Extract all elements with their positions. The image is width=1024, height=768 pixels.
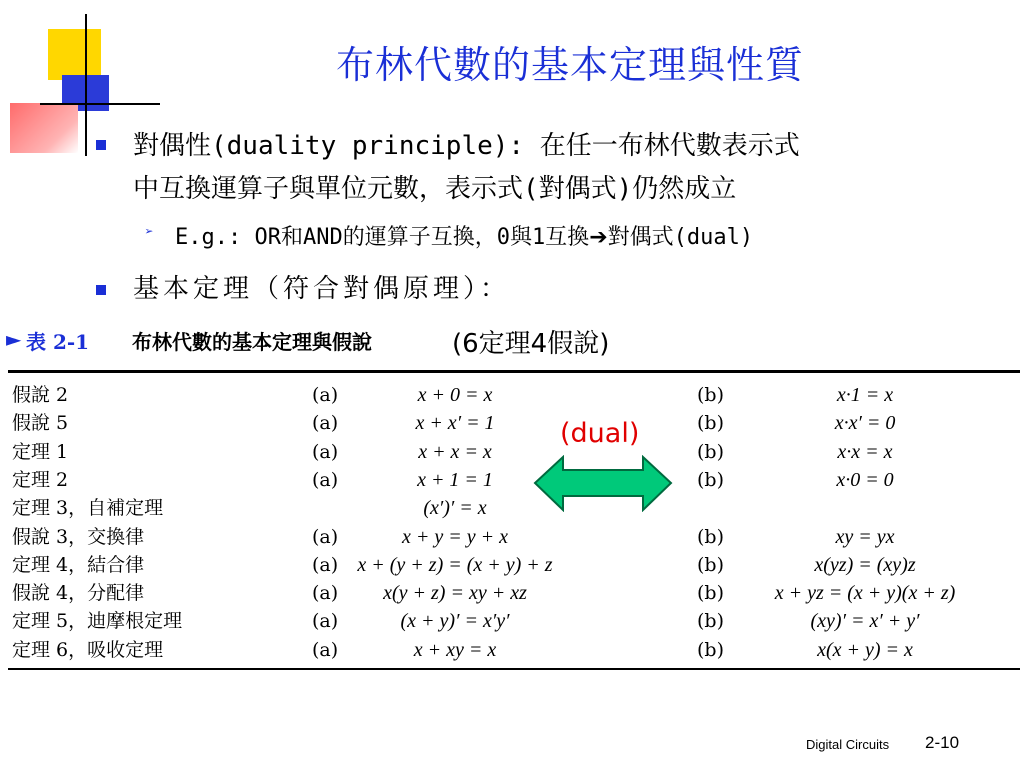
sub-bullet-tail: 對偶式(dual) <box>607 225 754 250</box>
label-a: (a) <box>312 553 339 576</box>
rule-name: 定理 5，迪摩根定理 <box>12 610 183 633</box>
caption-extra: (6定理4假說) <box>452 329 610 359</box>
table-row <box>0 524 1024 551</box>
equation-a: x + x′ = 1 <box>415 412 495 435</box>
table-row <box>0 410 1024 437</box>
table-row <box>0 580 1024 607</box>
equation-b: x + yz = (x + y)(x + z) <box>774 582 956 605</box>
label-a: (a) <box>312 582 339 605</box>
rule-name: 定理 1 <box>12 440 69 463</box>
table-row <box>0 382 1024 409</box>
label-b: (b) <box>697 468 724 491</box>
double-arrow-icon <box>533 455 673 512</box>
equation-b: x(yz) = (xy)z <box>814 553 916 576</box>
label-b: (b) <box>697 638 724 661</box>
equation-a: x + (y + z) = (x + y) + z <box>357 553 553 576</box>
equation-a: x(y + z) = xy + xz <box>383 582 527 605</box>
bullet-1-line-2: 中互換運算子與單位元數，表示式(對偶式)仍然成立 <box>133 174 737 204</box>
bullet-square-icon <box>96 140 106 150</box>
slide-title: 布林代數的基本定理與性質 <box>335 43 804 87</box>
rule-name: 定理 4，結合律 <box>12 553 145 576</box>
caption-tag: 表 2-1 <box>26 330 90 354</box>
label-b: (b) <box>697 384 724 406</box>
footer-course: Digital Circuits <box>806 737 890 752</box>
equation-b: x·0 = 0 <box>836 468 894 491</box>
label-a: (a) <box>312 412 339 435</box>
equation-b: xy = yx <box>835 525 895 548</box>
equation-a: (x′)′ = x <box>423 497 487 520</box>
table-row <box>0 439 1024 466</box>
label-a: (a) <box>312 638 339 661</box>
rule-name: 定理 2 <box>12 468 69 491</box>
rule-name: 假說 5 <box>12 412 69 435</box>
sub-bullet-text <box>175 220 753 251</box>
table-row <box>0 495 1024 522</box>
label-a: (a) <box>312 384 339 406</box>
rule-name: 假說 4，分配律 <box>12 582 145 605</box>
caption-title: 布林代數的基本定理與假說 <box>132 330 372 354</box>
table-bottom-rule <box>8 668 1020 670</box>
sub-bullet-arrow-icon: ➢ <box>145 224 154 240</box>
label-a: (a) <box>312 525 339 548</box>
footer-page-number: 2-10 <box>925 733 960 752</box>
sub-bullet-main: E.g.: OR和AND的運算子互換，0與1互換 <box>175 225 590 250</box>
table-row <box>0 608 1024 635</box>
label-b: (b) <box>697 553 724 576</box>
table-top-rule <box>8 370 1020 373</box>
decor-vertical-line <box>85 14 87 156</box>
rule-name: 定理 3，自補定理 <box>12 497 164 520</box>
equation-a: x + y = y + x <box>402 525 508 548</box>
label-b: (b) <box>697 525 724 548</box>
decor-yellow-square <box>48 29 101 80</box>
rule-name: 假說 3，交換律 <box>12 525 145 548</box>
label-b: (b) <box>697 412 724 435</box>
equation-b: x·1 = x <box>836 384 894 406</box>
bullet-2-line-1: 基本定理（符合對偶原理）： <box>133 274 511 304</box>
table-row <box>0 637 1024 664</box>
equation-b: x·x = x <box>837 440 893 463</box>
equation-a: x + xy = x <box>413 638 497 661</box>
label-a: (a) <box>312 610 339 633</box>
label-b: (b) <box>697 582 724 605</box>
decor-horizontal-line <box>40 103 160 105</box>
equation-a: (x + y)′ = x′y′ <box>400 610 510 633</box>
label-a: (a) <box>312 468 339 491</box>
decor-red-square <box>10 103 78 153</box>
label-b: (b) <box>697 610 724 633</box>
rule-name: 假說 2 <box>12 384 69 406</box>
right-arrow-icon: ➔ <box>589 225 608 250</box>
equation-b: (xy)′ = x′ + y′ <box>810 610 920 633</box>
dual-label: (dual) <box>560 418 640 449</box>
label-a: (a) <box>312 440 339 463</box>
equation-b: x(x + y) = x <box>817 638 913 661</box>
equation-a: x + 0 = x <box>417 384 493 406</box>
bullet-1-line-1: 對偶性(duality principle): 在任一布林代數表示式 <box>133 131 800 161</box>
caption-marker-icon: ► <box>6 327 22 351</box>
equation-a: x + x = x <box>418 440 492 463</box>
table-row <box>0 552 1024 579</box>
equation-a: x + 1 = 1 <box>417 468 493 491</box>
equation-b: x·x′ = 0 <box>834 412 896 435</box>
label-b: (b) <box>697 440 724 463</box>
rule-name: 定理 6，吸收定理 <box>12 638 164 661</box>
bullet-square-icon <box>96 285 106 295</box>
table-row <box>0 467 1024 494</box>
